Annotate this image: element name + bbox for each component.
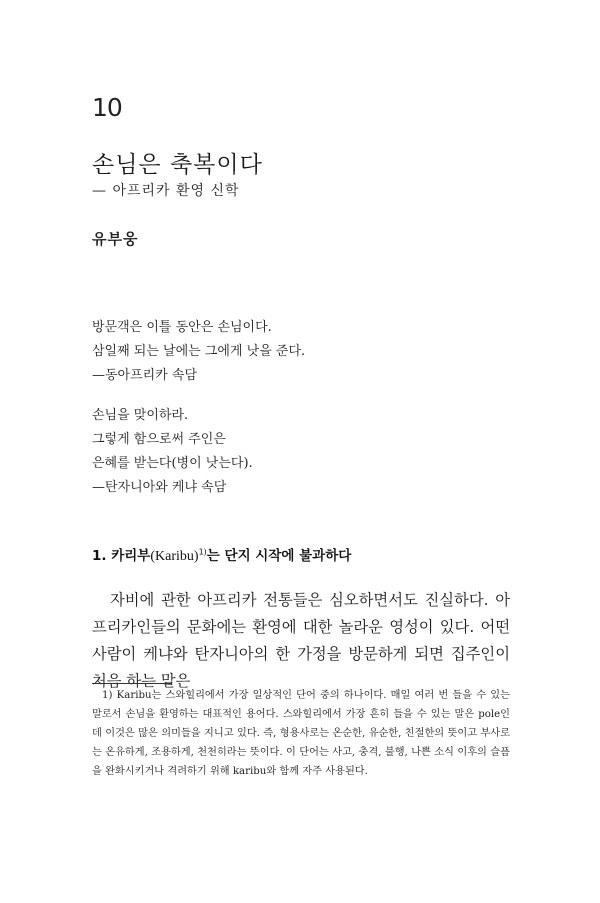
- epigraph-line: 방문객은 이틀 동안은 손님이다.: [92, 320, 272, 335]
- section-heading: [92, 544, 351, 565]
- author-name: 유부웅: [92, 230, 139, 248]
- epigraph-line: 그렇게 함으로써 주인은: [92, 432, 226, 447]
- footnote-reference[interactable]: 1): [198, 547, 207, 557]
- epigraph-source: —동아프리카 속담: [92, 368, 198, 383]
- epigraph-tanzania-kenya: [92, 404, 253, 500]
- section-heading-term: (Karibu): [150, 549, 199, 564]
- chapter-subtitle: — 아프리카 환영 신학: [92, 183, 240, 199]
- epigraph-line: 은혜를 받는다(병이 낫는다).: [92, 456, 253, 471]
- chapter-number: 10: [92, 93, 122, 122]
- footnote-divider: [92, 683, 172, 684]
- epigraph-line: 손님을 맞이하라.: [92, 408, 189, 423]
- epigraph-east-africa: [92, 316, 305, 388]
- section-heading-suffix: 는 단지 시작에 불과하다: [206, 548, 352, 564]
- epigraph-source: —탄자니아와 케냐 속담: [92, 480, 227, 495]
- body-paragraph: 자비에 관한 아프리카 전통들은 심오하면서도 진실하다. 아프리카인들의 문화에는 환영에 대한 놀라운 영성이 있다. 어떤 사람이 케냐와 탄자니아의 한 가정을 방문하게 되면 집주인이 처음 하는 말은: [92, 591, 510, 690]
- footnote-text: 1) Karibu는 스와힐리에서 가장 일상적인 단어 중의 하나이다. 매일 여러 번 들을 수 있는 말로서 손님을 환영하는 대표적인 용어다. 스와힐리에서 가장 흔히 들을 수 있는 말은 pole인데 이것은 많은 의미들을 지니고 있다. 즉, 형용사로는 온순한, 유순한, 친절한의 뜻이고 부사로는 온유하게, 조용하게, 천천히라는 뜻이다. 이 단어는 사고, 충격, 불행, 나쁜 소식 이후의 슬픔을 완화시키거나 격려하기 위해 karibu와 함께 자주 사용된다.: [92, 690, 510, 777]
- section-heading-prefix: 1. 카리부: [92, 548, 151, 564]
- chapter-title: 손님은 축복이다: [92, 152, 263, 178]
- epigraph-line: 삼일째 되는 날에는 그에게 낫을 준다.: [92, 344, 306, 359]
